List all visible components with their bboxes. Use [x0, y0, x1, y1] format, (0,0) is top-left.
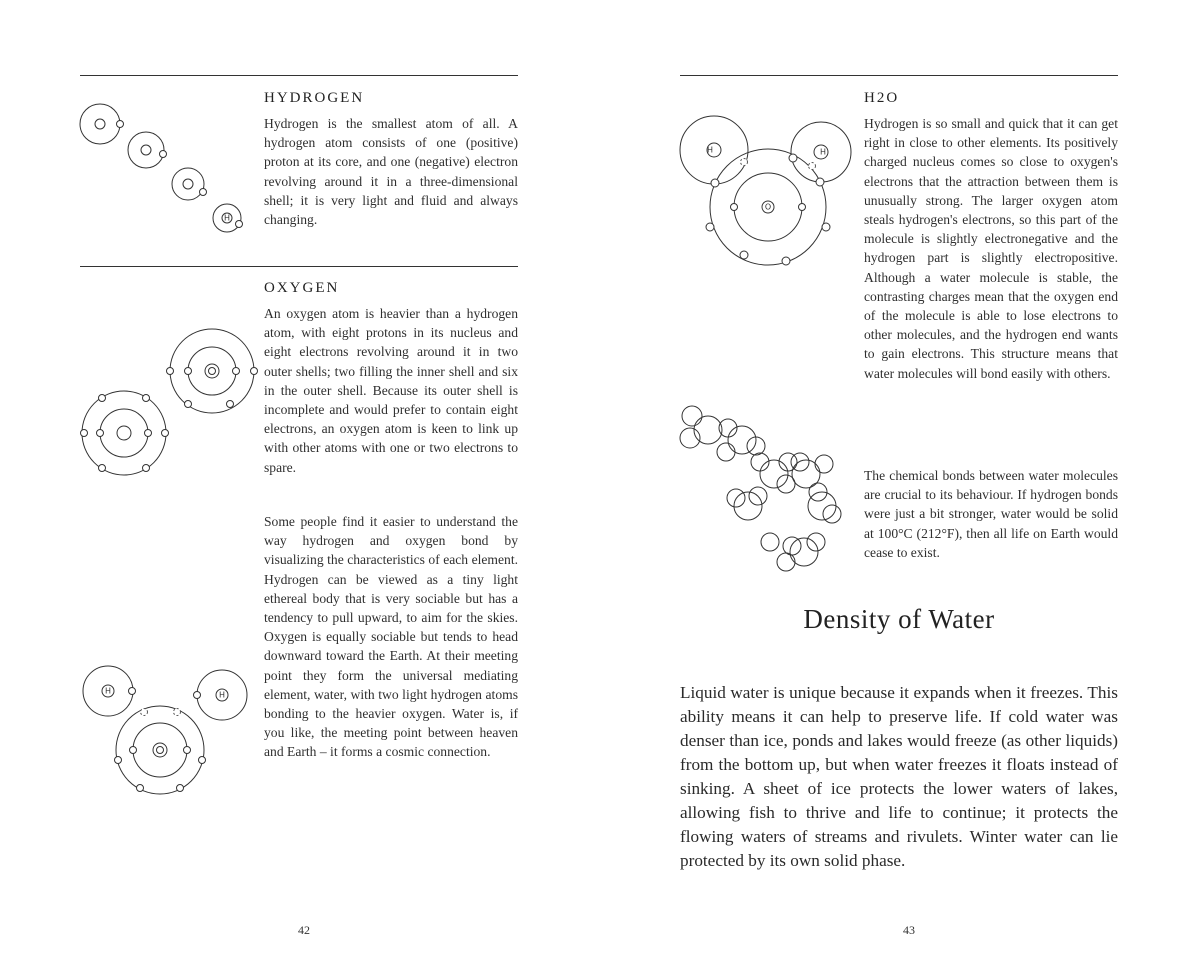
- hydrogen-heading: HYDROGEN: [264, 90, 365, 106]
- h2o-oxygen-label: O: [764, 202, 772, 212]
- bond-paragraph: Some people find it easier to understand the way hydrogen and oxygen bond by visualizing the characteristics of each element. Hydrogen can be viewed as a tiny light ethereal body that is very sociable but has a tendency to pull upward, to aim for the skies. Oxygen is equally sociable but tends to head downward toward the Earth. At their meeting point they form the universal mediating element, water, with two light hydrogen atoms bonding to the heavier oxygen. Water is, if you like, the meeting point between heaven and Earth – it forms a cosmic connection.: [264, 514, 518, 760]
- hydrogen-nucleus-label: H: [223, 213, 231, 223]
- bonds-paragraph: The chemical bonds between water molecules are crucial to its behaviour. If hydrogen bonds were just a bit stronger, water would be solid at 100°C (212°F), then all life on Earth would cease to exist.: [864, 468, 1118, 560]
- density-paragraph: Liquid water is unique because it expands when it freezes. This ability means it can help to preserve life. If cold water was denser than ice, ponds and lakes would freeze (as other liquids) from the bottom up, but when water freezes it floats instead of sinking. A sheet of ice protects the lower waters of lakes, allowing fish to thrive and life to continue; it protects the flowing waters of streams and rivulets. Winter water can lie protected by its own solid phase.: [680, 683, 1118, 870]
- hydrogen-paragraph: Hydrogen is the smallest atom of all. A hydrogen atom consists of one (positive) proton at its core, and one (negative) electron revolving around it in a three-dimensional shell; it is very light and fluid and always changing.: [264, 116, 518, 228]
- oxygen-heading: OXYGEN: [264, 280, 340, 296]
- bond-hydrogen-label-2: H: [218, 690, 226, 700]
- h2o-heading: H2O: [864, 90, 900, 106]
- density-title: Density of Water: [803, 604, 995, 634]
- oxygen-atom-figure: [76, 325, 256, 485]
- hydrogen-atom-figure: [76, 98, 256, 238]
- oxygen-paragraph: An oxygen atom is heavier than a hydrogen atom, with eight protons in its nucleus and eight electrons revolving around it in two outer shells; two filling the inner shell and six in the outer shell. Because its outer shell is incomplete and would prefer to contain eight electrons, an oxygen atom is keen to link up with other atoms with one or two electrons to spare.: [264, 306, 518, 475]
- top-rule: [80, 75, 518, 76]
- water-molecule-chain-figure: [678, 402, 868, 582]
- h2o-hydrogen-label-1: H: [706, 145, 714, 155]
- h2o-molecule-figure: [680, 110, 860, 275]
- page-number: 42: [298, 923, 310, 937]
- section-rule: [80, 266, 518, 267]
- page-number: 43: [903, 923, 915, 937]
- h2o-paragraph: Hydrogen is so small and quick that it can get right in close to other elements. Its positively charged nucleus comes so close to oxygen's electrons that the attraction between them is unusually strong. The larger oxygen atom steals hydrogen's electrons, so this part of the molecule is slightly electronegative and the hydrogen part is slightly electropositive. Although a water molecule is stable, the contrasting charges mean that the oxygen end of the molecule is able to lose electrons to other molecules, and the hydrogen end wants to gain electrons. This structure means that water molecules will bond easily with others.: [864, 116, 1118, 381]
- bond-hydrogen-label-1: H: [104, 686, 112, 696]
- right-page: [600, 0, 1200, 978]
- top-rule: [680, 75, 1118, 76]
- water-bond-figure: [76, 660, 256, 800]
- h2o-hydrogen-label-2: H: [819, 147, 827, 157]
